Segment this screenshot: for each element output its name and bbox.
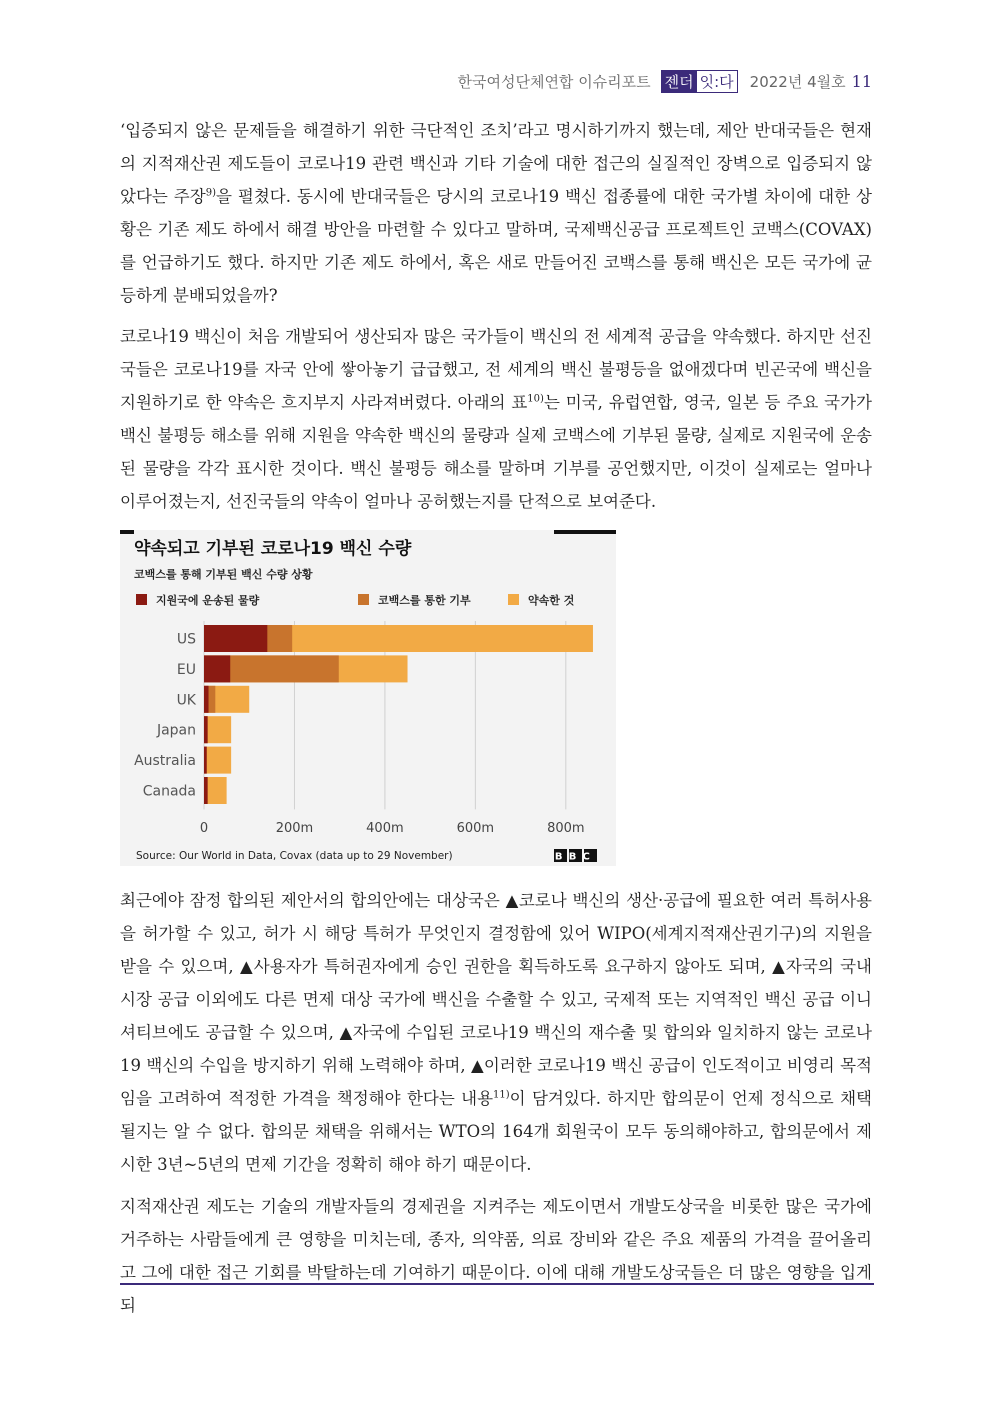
footnote-ref-11: 11) [493,1089,510,1101]
paragraph-4 [120,1190,872,1322]
paragraph-1-text-rest: 을 펼쳤다. 동시에 반대국들은 당시의 코로나19 백신 접종률에 대한 국가별 차이에 대한 상황은 기존 제도 하에서 해결 방안을 마련할 수 있다고 말하며, 국제백신공급 프로젝트인 코백스(COVAX)를 언급하기도 했다. 하지만 기존 제도 하에서, 혹은 새로 만들어진 코백스를 통해 백신은 모든 국가에 균등하게 분배되었을까? [120,187,872,305]
legend-label-3: 약속한 것 [528,594,575,607]
category-label: UK [176,692,196,709]
chart-top-rule-left [120,530,134,534]
footnote-ref-10: 10) [527,393,544,405]
legend-swatch-3 [508,594,519,605]
chart-subtitle: 코백스를 통해 기부된 백신 수량 상황 [134,568,313,581]
x-tick-label: 800m [547,821,585,836]
bar-us-1 [204,625,267,652]
chart-source: Source: Our World in Data, Covax (data up to 29 November) [136,850,453,862]
paragraph-3 [120,884,872,1181]
legend-label-1: 지원국에 운송된 물량 [156,594,260,607]
paragraph-1 [120,114,872,312]
page-header [458,70,873,93]
bar-canada-1 [204,777,208,804]
bar-uk-1 [204,686,209,713]
vaccine-chart [120,530,616,866]
footnote-ref-9: 9) [205,187,216,199]
vaccine-chart-svg [120,530,616,866]
brand-part2: 잇:다 [699,73,734,91]
paragraph-2-text: 코로나19 백신이 처음 개발되어 생산되자 많은 국가들이 백신의 전 세계적 공급을 약속했다. 하지만 선진국들은 코로나19를 자국 안에 쌓아놓기 급급했고, 전 세계의 백신 불평등을 없애겠다며 빈곤국에 백신을 지원하기로 한 약속은 흐지부지 사라져버렸다. 아래의 표 [120,327,872,412]
paragraph-2-text-rest: 는 미국, 유럽연합, 영국, 일본 등 주요 국가가 백신 불평등 해소를 위해 지원을 약속한 백신의 물량과 실제 코백스에 기부된 물량, 실제로 지원국에 운송된 물량을 각각 표시한 것이다. 백신 불평등 해소를 말하며 기부를 공언했지만, 이것이 실제로는 얼마나 이루어졌는지, 선진국들의 약속이 얼마나 공허했는지를 단적으로 보여준다. [120,393,872,511]
category-label: Australia [134,753,196,770]
bottom-rule [120,1283,874,1285]
x-tick-label: 200m [275,821,314,836]
category-label: Canada [142,783,196,800]
category-label: Japan [156,722,196,739]
legend-swatch-1 [136,594,147,605]
legend-swatch-2 [358,594,369,605]
header-brand-logo [661,70,738,93]
bar-australia-1 [204,747,207,774]
page-number: 11 [851,72,872,91]
header-date: 2022년 4월호 [749,73,846,91]
paragraph-4-text: 지적재산권 제도는 기술의 개발자들의 경제권을 지켜주는 제도이면서 개발도상국을 비롯한 많은 국가에 거주하는 사람들에게 큰 영향을 미치는데, 종자, 의약품, 의료 장비와 같은 주요 제품의 가격을 끌어올리고 그에 대한 접근 기회를 박탈하는데 기여하기 때문이다. 이에 대해 개발도상국들은 더 많은 영향을 입게 되 [120,1197,872,1315]
category-label: EU [176,661,196,678]
paragraph-3-text-rest: 이 담겨있다. 하지만 합의문이 언제 정식으로 채택될지는 알 수 없다. 합의문 채택을 위해서는 WTO의 164개 회원국이 모두 동의해야하고, 합의문에서 제시한 3년~5년의 면제 기간을 정확히 해야 하기 때문이다. [120,1089,872,1174]
legend-label-2: 코백스를 통한 기부 [378,594,471,607]
bbc-logo [554,849,597,863]
paragraph-3-text: 최근에야 잠정 합의된 제안서의 합의안에는 대상국은 ▲코로나 백신의 생산·공급에 필요한 여러 특허사용을 허가할 수 있고, 허가 시 해당 특허가 무엇인지 결정함에 있어 WIPO(세계지적재산권기구)의 지원을 받을 수 있으며, ▲사용자가 특허권자에게 승인 권한을 획득하도록 요구하지 않아도 되며, ▲자국의 국내시장 공급 이외에도 다른 면제 대상 국가에 백신을 수출할 수 있고, 국제적 또는 지역적인 백신 공급 이니셔티브에도 공급할 수 있으며, ▲자국에 수입된 코로나19 백신의 재수출 및 합의와 일치하지 않는 코로나19 백신의 수입을 방지하기 위해 노력해야 하며, ▲이러한 코로나19 백신 공급이 인도적이고 비영리 목적임을 고려하여 적정한 가격을 책정해야 한다는 내용 [120,891,872,1108]
bar-eu-1 [204,655,230,682]
header-org: 한국여성단체연합 이슈리포트 [457,73,651,91]
x-tick-label: 0 [199,821,209,836]
brand-part1: 젠더 [662,71,697,92]
category-label: US [176,631,196,648]
bar-japan-1 [204,716,208,743]
chart-title: 약속되고 기부된 코로나19 백신 수량 [134,539,412,559]
chart-top-rule-right [554,530,616,534]
paragraph-1-text: ‘입증되지 않은 문제들을 해결하기 위한 극단적인 조치’라고 명시하기까지 했는데, 제안 반대국들은 현재의 지적재산권 제도들이 코로나19 관련 백신과 기타 기술에 대한 접근의 실질적인 장벽으로 입증되지 않았다는 주장 [120,121,872,206]
x-tick-label: 600m [456,821,495,836]
bbc-logo-text: BBC [554,851,597,863]
x-tick-label: 400m [366,821,404,836]
paragraph-2 [120,320,872,518]
bar-japan-3 [204,716,231,743]
bar-australia-3 [204,747,231,774]
